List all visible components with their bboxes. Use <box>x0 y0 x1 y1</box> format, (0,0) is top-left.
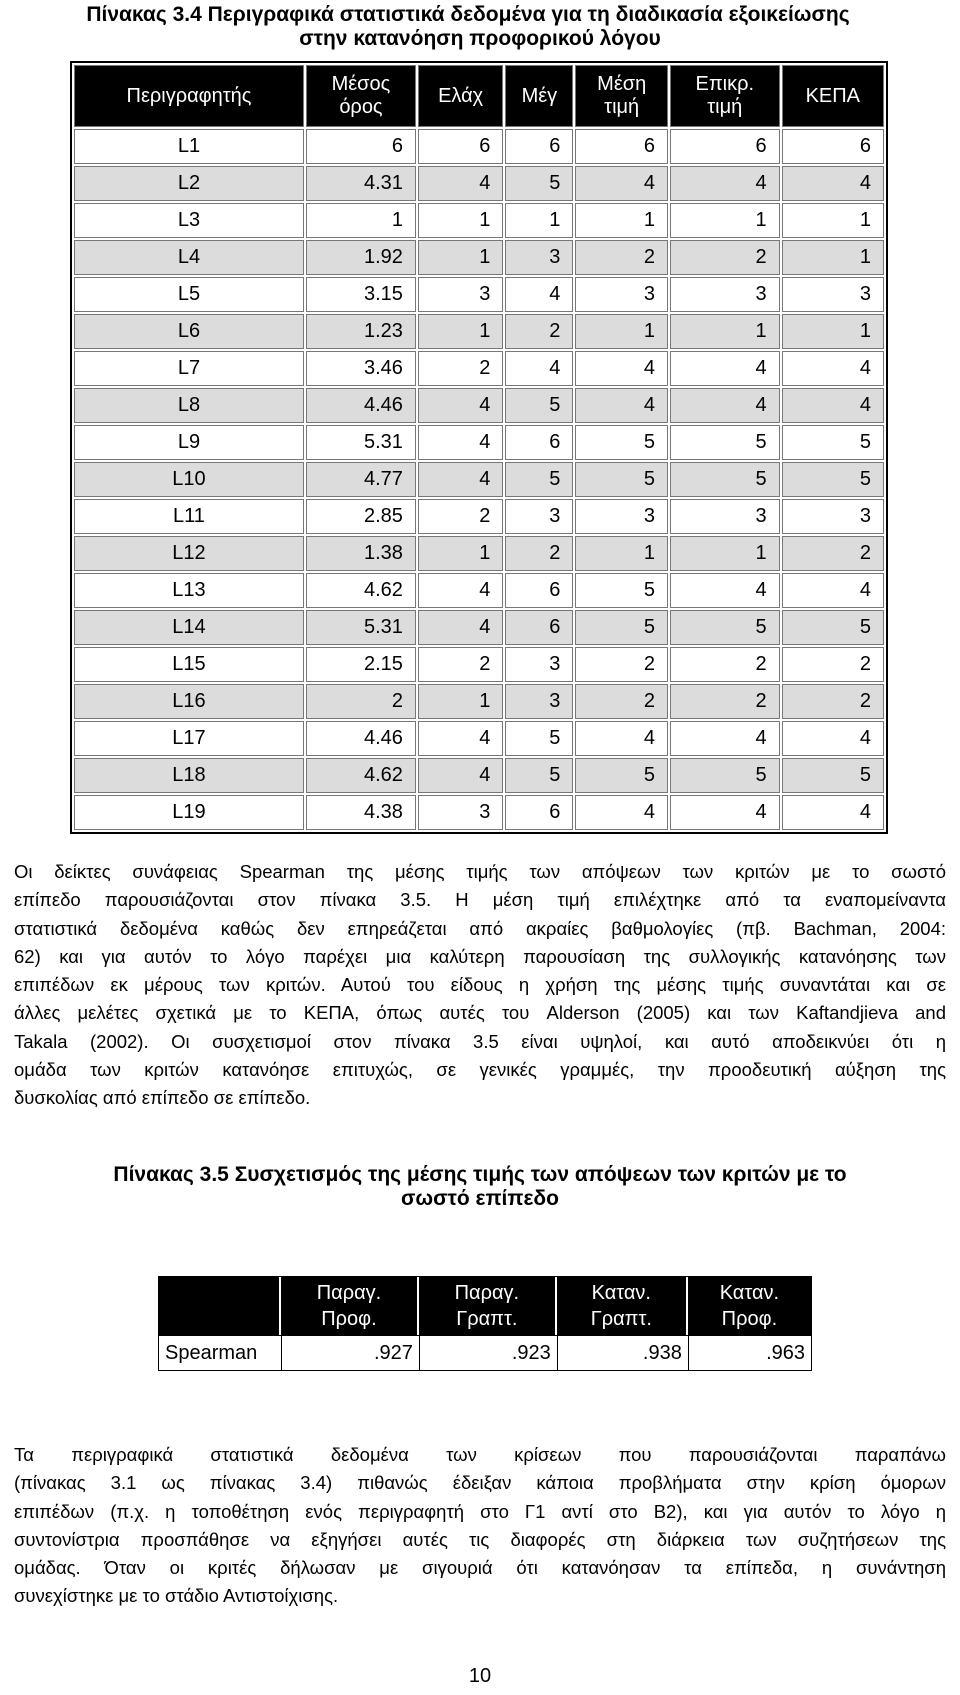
paragraph-line: ομάδας. Όταν οι κριτές δήλωσαν με σιγουριά ότι κατανόησαν τα επίπεδα, η συνάντηση <box>14 1557 946 1579</box>
value-cell: 4.31 <box>306 166 416 201</box>
value-cell: 4 <box>670 166 780 201</box>
value-cell: 1 <box>575 314 668 349</box>
judgement-paragraph <box>14 1441 946 1611</box>
value-cell: 5 <box>575 610 668 645</box>
table-row <box>74 573 884 608</box>
value-cell: 6 <box>306 129 416 164</box>
column-header-line: Παραγ. <box>316 1282 382 1304</box>
column-header <box>419 1277 557 1335</box>
value-cell: 1 <box>670 536 780 571</box>
value-cell: 4 <box>575 388 668 423</box>
value-cell: 2 <box>670 684 780 719</box>
value-cell: 4 <box>418 610 503 645</box>
value-cell: 6 <box>505 795 573 830</box>
row-label-cell: L19 <box>74 795 304 830</box>
value-cell: 5 <box>505 758 573 793</box>
value-cell: 4 <box>418 573 503 608</box>
header-row <box>159 1277 811 1335</box>
value-cell: 2 <box>306 684 416 719</box>
value-cell: 2 <box>575 647 668 682</box>
table-row <box>74 647 884 682</box>
value-cell: 4.77 <box>306 462 416 497</box>
value-cell: .963 <box>688 1335 811 1370</box>
value-cell: 4 <box>670 388 780 423</box>
paragraph-line: επίπεδο παρουσιάζονται στον πίνακα 3.5. Η μέση τιμή επιλέχτηκε από τα εναπομείναντα <box>14 889 946 911</box>
value-cell: 5 <box>670 462 780 497</box>
value-cell: 6 <box>505 573 573 608</box>
value-cell: 1.23 <box>306 314 416 349</box>
value-cell: 5 <box>670 425 780 460</box>
value-cell: .927 <box>281 1335 419 1370</box>
value-cell: 2 <box>575 240 668 275</box>
column-header <box>418 65 503 127</box>
value-cell: 2 <box>505 536 573 571</box>
column-header-line: Καταν. <box>719 1282 780 1304</box>
value-cell: 4 <box>505 351 573 386</box>
value-cell: 5 <box>505 388 573 423</box>
value-cell: 6 <box>505 129 573 164</box>
row-label-cell: L15 <box>74 647 304 682</box>
column-header-line: τιμή <box>707 96 743 118</box>
row-label-cell: L8 <box>74 388 304 423</box>
paragraph-line: δυσκολίας από επίπεδο σε επίπεδο. <box>14 1087 311 1109</box>
paragraph-line: συντονίστρια προσπάθησε να εξηγήσει αυτές τις διαφορές στη διάρκεια των συζητήσεων της <box>14 1528 946 1550</box>
value-cell: 5 <box>575 758 668 793</box>
column-header-line: Περιγραφητής <box>126 84 252 107</box>
value-cell: 4 <box>575 721 668 756</box>
value-cell: 2 <box>782 647 884 682</box>
table-row <box>74 240 884 275</box>
table-row <box>74 462 884 497</box>
value-cell: 2 <box>418 499 503 534</box>
column-header-line: Καταν. <box>591 1282 651 1304</box>
value-cell: 1 <box>418 314 503 349</box>
column-header <box>281 1277 419 1335</box>
row-label-cell: L17 <box>74 721 304 756</box>
value-cell: 6 <box>782 129 884 164</box>
value-cell: 5.31 <box>306 425 416 460</box>
value-cell: 1 <box>670 203 780 238</box>
table-row <box>159 1335 811 1370</box>
value-cell: 4 <box>505 277 573 312</box>
value-cell: 1 <box>418 203 503 238</box>
row-label-cell: Spearman <box>159 1335 281 1370</box>
table-row <box>74 610 884 645</box>
paragraph-line: άλλες μελέτες σχετικά με το ΚΕΠΑ, όπως αυτές του Alderson (2005) και των Kaftandjieva and <box>14 1002 946 1024</box>
value-cell: 2 <box>670 647 780 682</box>
value-cell: 3 <box>782 277 884 312</box>
table-row <box>74 795 884 830</box>
table-row <box>74 351 884 386</box>
value-cell: 3 <box>505 240 573 275</box>
value-cell: 5 <box>505 721 573 756</box>
value-cell: 3 <box>505 647 573 682</box>
value-cell: 4 <box>782 721 884 756</box>
value-cell: 5 <box>782 758 884 793</box>
correlation-table <box>158 1276 812 1371</box>
row-label-cell: L7 <box>74 351 304 386</box>
table-row <box>74 536 884 571</box>
value-cell: 5 <box>782 425 884 460</box>
row-label-cell: L2 <box>74 166 304 201</box>
value-cell: 4 <box>782 388 884 423</box>
value-cell: 3 <box>575 499 668 534</box>
value-cell: 4 <box>418 166 503 201</box>
table-row <box>74 684 884 719</box>
table-row <box>74 758 884 793</box>
table-row <box>74 314 884 349</box>
value-cell: 4 <box>418 758 503 793</box>
paragraph-line: (πίνακας 3.1 ως πίνακας 3.4) πιθανώς έδειξαν κάποια προβλήματα στην κρίση όμορων <box>14 1472 946 1494</box>
table-row <box>74 721 884 756</box>
value-cell: 2 <box>782 536 884 571</box>
value-cell: 3 <box>418 277 503 312</box>
value-cell: 4 <box>575 351 668 386</box>
column-header-line: Παραγ. <box>454 1282 520 1304</box>
value-cell: 3 <box>782 499 884 534</box>
caption-line: Πίνακας 3.4 Περιγραφικά στατιστικά δεδομένα για τη διαδικασία εξοικείωσης <box>86 3 850 26</box>
table-row <box>74 425 884 460</box>
column-header-line: Προφ. <box>321 1308 377 1330</box>
row-label-cell: L13 <box>74 573 304 608</box>
value-cell: 3 <box>505 499 573 534</box>
paragraph-line: 62) και για αυτόν το λόγο παρέχει μια καλύτερη παρουσίαση της συλλογικής κατανόησης των <box>14 945 946 967</box>
caption-line: στην κατανόηση προφορικού λόγου <box>299 27 661 50</box>
value-cell: 1.38 <box>306 536 416 571</box>
value-cell: 1 <box>782 240 884 275</box>
value-cell: 3.15 <box>306 277 416 312</box>
row-label-cell: L5 <box>74 277 304 312</box>
value-cell: 4 <box>575 166 668 201</box>
row-label-cell: L6 <box>74 314 304 349</box>
value-cell: 4 <box>418 388 503 423</box>
value-cell: 1 <box>575 203 668 238</box>
column-header <box>306 65 416 127</box>
value-cell: 2.15 <box>306 647 416 682</box>
value-cell: 5 <box>575 573 668 608</box>
value-cell: 5 <box>782 462 884 497</box>
value-cell: 5 <box>505 166 573 201</box>
column-header-line: ΚΕΠΑ <box>805 84 861 107</box>
value-cell: 5 <box>505 462 573 497</box>
paragraph-line: ομάδα των κριτών κατανόησε επιτυχώς, σε γενικές γραμμές, την προοδευτική αύξηση της <box>14 1059 946 1081</box>
value-cell: 1 <box>418 684 503 719</box>
header-row <box>74 65 884 127</box>
value-cell: 3.46 <box>306 351 416 386</box>
value-cell: 3 <box>670 499 780 534</box>
value-cell: 1 <box>418 536 503 571</box>
value-cell: 1 <box>575 536 668 571</box>
value-cell: 5 <box>670 758 780 793</box>
row-label-cell: L18 <box>74 758 304 793</box>
column-header <box>557 1277 688 1335</box>
value-cell: 6 <box>575 129 668 164</box>
value-cell: 5 <box>782 610 884 645</box>
value-cell: 4 <box>418 425 503 460</box>
value-cell: 4.62 <box>306 758 416 793</box>
value-cell: 4.38 <box>306 795 416 830</box>
row-label-cell: L4 <box>74 240 304 275</box>
value-cell: 1 <box>505 203 573 238</box>
caption-line: Πίνακας 3.5 Συσχετισμός της μέσης τιμής των απόψεων των κριτών με το <box>113 1163 847 1186</box>
paragraph-line: επιπέδων (π.χ. η τοποθέτηση ενός περιγραφητή στο Γ1 αντί στο Β2), και για αυτόν το λόγο η <box>14 1500 946 1522</box>
caption-line: σωστό επίπεδο <box>401 1187 559 1210</box>
table-row <box>74 166 884 201</box>
value-cell: 4 <box>575 795 668 830</box>
column-header-line: Προφ. <box>721 1308 778 1330</box>
value-cell: 6 <box>505 610 573 645</box>
row-label-cell: L3 <box>74 203 304 238</box>
table-row <box>74 129 884 164</box>
table-row <box>74 388 884 423</box>
value-cell: 4 <box>418 721 503 756</box>
table-3-4-caption <box>0 3 960 51</box>
row-label-cell: L14 <box>74 610 304 645</box>
value-cell: 2 <box>418 351 503 386</box>
value-cell: 4.62 <box>306 573 416 608</box>
column-header-line: όρος <box>339 96 383 118</box>
value-cell: 1 <box>782 314 884 349</box>
row-label-cell: L1 <box>74 129 304 164</box>
column-header-line: Μέση <box>597 73 647 95</box>
column-header <box>575 65 668 127</box>
row-label-cell: L10 <box>74 462 304 497</box>
value-cell: 1 <box>782 203 884 238</box>
value-cell: 3 <box>670 277 780 312</box>
value-cell: 4.46 <box>306 721 416 756</box>
column-header <box>159 1277 281 1335</box>
spearman-paragraph <box>14 858 946 1113</box>
paragraph-line: συνεχίστηκε με το στάδιο Αντιστοίχισης. <box>14 1585 339 1607</box>
value-cell: 1.92 <box>306 240 416 275</box>
value-cell: 4 <box>782 573 884 608</box>
row-label-cell: L11 <box>74 499 304 534</box>
column-header-line: τιμή <box>604 96 640 118</box>
value-cell: 5.31 <box>306 610 416 645</box>
value-cell: 3 <box>418 795 503 830</box>
value-cell: 4 <box>670 795 780 830</box>
column-header <box>505 65 573 127</box>
value-cell: 2 <box>505 314 573 349</box>
value-cell: 3 <box>575 277 668 312</box>
paragraph-line: Τα περιγραφικά στατιστικά δεδομένα των κρίσεων που παρουσιάζονται παραπάνω <box>14 1444 946 1465</box>
value-cell: 5 <box>575 425 668 460</box>
column-header <box>670 65 780 127</box>
paragraph-line: Οι δείκτες συνάφειας Spearman της μέσης τιμής των απόψεων των κριτών με το σωστό <box>14 861 946 882</box>
value-cell: 2 <box>418 647 503 682</box>
page-number: 10 <box>468 1665 492 1687</box>
row-label-cell: L9 <box>74 425 304 460</box>
row-label-cell: L12 <box>74 536 304 571</box>
paragraph-line: στατιστικά δεδομένα καθώς δεν επηρεάζεται από ακραίες βαθμολογίες (πβ. Bachman, 2004: <box>14 917 946 939</box>
table-row <box>74 499 884 534</box>
value-cell: 1 <box>670 314 780 349</box>
value-cell: .938 <box>557 1335 688 1370</box>
value-cell: 4 <box>670 351 780 386</box>
column-header-line: Επικρ. <box>695 73 755 95</box>
value-cell: 4.46 <box>306 388 416 423</box>
value-cell: 2 <box>782 684 884 719</box>
value-cell: 4 <box>418 462 503 497</box>
value-cell: 4 <box>670 573 780 608</box>
paragraph-line: Takala (2002). Οι συσχετισμοί στον πίνακα 3.5 είναι υψηλοί, και αυτό αποδεικνύει ότι η <box>14 1030 946 1052</box>
column-header-line: Γραπτ. <box>456 1308 518 1330</box>
column-header-line: Μέσος <box>331 73 391 95</box>
paragraph-line: επιπέδων εκ μέρους των κριτών. Αυτού του είδους η χρήση της μέσης τιμής συναντάται και σε <box>14 974 946 996</box>
value-cell: 4 <box>670 721 780 756</box>
value-cell: 6 <box>505 425 573 460</box>
column-header <box>688 1277 811 1335</box>
column-header <box>74 65 304 127</box>
value-cell: 4 <box>782 166 884 201</box>
value-cell: 1 <box>306 203 416 238</box>
value-cell: 4 <box>782 795 884 830</box>
column-header-line: Μέγ <box>521 84 558 107</box>
value-cell: 6 <box>670 129 780 164</box>
value-cell: .923 <box>419 1335 557 1370</box>
value-cell: 1 <box>418 240 503 275</box>
descriptive-stats-table <box>70 61 888 834</box>
value-cell: 2 <box>670 240 780 275</box>
table-row <box>74 277 884 312</box>
column-header-line: Ελάχ <box>438 84 484 107</box>
column-header-line: Γραπτ. <box>590 1308 652 1330</box>
value-cell: 5 <box>575 462 668 497</box>
value-cell: 3 <box>505 684 573 719</box>
row-label-cell: L16 <box>74 684 304 719</box>
value-cell: 6 <box>418 129 503 164</box>
value-cell: 5 <box>670 610 780 645</box>
table-row <box>74 203 884 238</box>
table-3-5-caption <box>0 1163 960 1211</box>
value-cell: 2 <box>575 684 668 719</box>
value-cell: 2.85 <box>306 499 416 534</box>
column-header <box>782 65 884 127</box>
value-cell: 4 <box>782 351 884 386</box>
